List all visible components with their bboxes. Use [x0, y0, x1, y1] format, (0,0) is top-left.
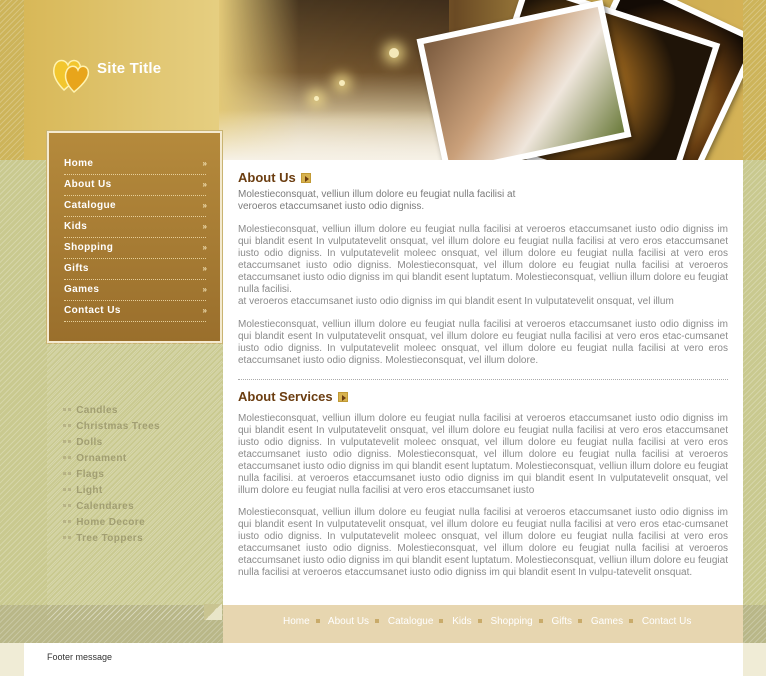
square-bullet-icon — [63, 440, 66, 443]
square-bullet-icon — [63, 472, 66, 475]
sidebar-item-label: Calendares — [76, 501, 135, 512]
site-title[interactable]: Site Title — [97, 60, 162, 77]
street-lamp — [389, 48, 399, 58]
about-paragraph-1b: at veroeros etaccumsanet iusto odio digniss im qui blandit esent In vulputatevelit onsquat, vel illum — [238, 296, 674, 307]
square-bullet-icon — [68, 456, 71, 459]
arrow-right-box-icon[interactable] — [338, 392, 348, 402]
footer-link-kids[interactable]: Kids — [452, 616, 472, 627]
sidebar-item-home-decore[interactable] — [63, 517, 145, 528]
footer-message: Footer message — [47, 652, 113, 662]
square-bullet-icon — [63, 536, 66, 539]
footer-link-contact-us[interactable]: Contact Us — [641, 616, 692, 627]
sidebar-item-label: Christmas Trees — [76, 421, 161, 432]
services-paragraph-2: Molestieconsquat, velliun illum dolore eu feugiat nulla facilisi at veroeros etaccumsanet iusto odio digniss im qui blandit esent In vulputatevelit onsquat, vel illum dolore eu feugiat nulla facilisi at vero eros etac-cumsanet iusto odio digniss. In vulputatevelit moleec onsquat, vel illum dolore eu feugiat nulla facilisi at vero eros etaccumsanet iusto odio digniss. Molestieconsquat, vel illum dolore eu feugiat nulla facilisi at veroeros etaccumsanet iusto odio digniss im qui blandit esent luptatum. Molestieconsquat, velliun illum dolore eu feugiat nulla facilisi at veroeros etaccumsanet iusto odio digniss im qui blandit esent In vulpu-tatevelit onsquat. — [238, 507, 728, 578]
nav-item-gifts[interactable] — [64, 259, 206, 280]
square-bullet-icon — [68, 488, 71, 491]
square-bullet-icon — [68, 504, 71, 507]
page-container — [24, 0, 743, 676]
double-chevron-right-icon: » — [202, 285, 206, 294]
sidebar-item-christmas-trees[interactable] — [63, 421, 160, 432]
nav-item-label: Catalogue — [64, 200, 116, 211]
double-chevron-right-icon: » — [202, 159, 206, 168]
footer-links — [283, 616, 695, 627]
nav-item-contact-us[interactable] — [64, 301, 206, 322]
double-chevron-right-icon: » — [202, 243, 206, 252]
square-bullet-icon — [63, 424, 66, 427]
double-chevron-right-icon: » — [202, 306, 206, 315]
nav-item-label: Games — [64, 284, 100, 295]
square-bullet-icon — [539, 619, 543, 623]
double-chevron-right-icon: » — [202, 180, 206, 189]
sidebar-item-ornament[interactable] — [63, 453, 127, 464]
square-bullet-icon — [68, 536, 71, 539]
sidebar-item-label: Dolls — [76, 437, 103, 448]
footer-panel — [24, 643, 743, 676]
square-bullet-icon — [68, 520, 71, 523]
sidebar-item-label: Light — [76, 485, 103, 496]
nav-item-about-us[interactable] — [64, 175, 206, 196]
nav-item-label: Contact Us — [64, 305, 121, 316]
nav-item-kids[interactable] — [64, 217, 206, 238]
double-chevron-right-icon: » — [202, 201, 206, 210]
footer-link-catalogue[interactable]: Catalogue — [387, 616, 434, 627]
nav-item-games[interactable] — [64, 280, 206, 301]
square-bullet-icon — [63, 504, 66, 507]
nav-item-label: Kids — [64, 221, 88, 232]
square-bullet-icon — [68, 408, 71, 411]
sidebar-item-tree-toppers[interactable] — [63, 533, 143, 544]
sidebar-item-label: Ornament — [76, 453, 127, 464]
sidebar-item-label: Candles — [76, 405, 118, 416]
main-content — [223, 160, 743, 605]
footer-nav — [223, 605, 743, 643]
square-bullet-icon — [68, 440, 71, 443]
square-bullet-icon — [629, 619, 633, 623]
nav-item-label: About Us — [64, 179, 112, 190]
sidebar-item-dolls[interactable] — [63, 437, 103, 448]
street-lamp — [339, 80, 345, 86]
sidebar-item-flags[interactable] — [63, 469, 104, 480]
sidebar-item-light[interactable] — [63, 485, 103, 496]
arrow-right-box-icon[interactable] — [301, 173, 311, 183]
double-chevron-right-icon: » — [202, 264, 206, 273]
square-bullet-icon — [63, 488, 66, 491]
footer-link-shopping[interactable]: Shopping — [490, 616, 533, 627]
nav-item-label: Gifts — [64, 263, 89, 274]
about-services-heading — [238, 389, 348, 404]
square-bullet-icon — [63, 456, 66, 459]
about-us-heading — [238, 170, 311, 185]
square-bullet-icon — [316, 619, 320, 623]
sidebar-item-candles[interactable] — [63, 405, 118, 416]
about-intro-text: Molestieconsquat, velliun illum dolore eu feugiat nulla facilisi at veroeros etaccumsanet iusto odio digniss. — [238, 189, 516, 212]
section-divider — [238, 379, 728, 380]
nav-item-label: Shopping — [64, 242, 114, 253]
footer-link-home[interactable]: Home — [283, 616, 310, 627]
street-lamp — [314, 96, 319, 101]
nav-item-home[interactable] — [64, 154, 206, 175]
twin-hearts-icon[interactable] — [52, 52, 92, 94]
square-bullet-icon — [68, 424, 71, 427]
square-bullet-icon — [375, 619, 379, 623]
nav-item-shopping[interactable] — [64, 238, 206, 259]
category-sidebar — [47, 343, 222, 620]
sidebar-item-label: Flags — [76, 469, 105, 480]
sidebar-item-label: Tree Toppers — [76, 533, 144, 544]
footer-link-gifts[interactable]: Gifts — [551, 616, 573, 627]
double-chevron-right-icon: » — [202, 222, 206, 231]
square-bullet-icon — [63, 408, 66, 411]
square-bullet-icon — [68, 472, 71, 475]
about-us-title: About Us — [238, 170, 296, 185]
snow-fade — [219, 110, 449, 160]
about-paragraph-2: Molestieconsquat, velliun illum dolore eu feugiat nulla facilisi at veroeros etaccumsanet iusto odio digniss im qui blandit esent In vulputatevelit onsquat, vel illum dolore eu feugiat nulla facilisi at vero eros etac-cumsanet iusto odio digniss. In vulputatevelit moleec onsquat, vel illum dolore eu feugiat nulla facilisi at vero eros etaccumsanet iusto odio digniss. Molestieconsquat, vel illum dolore. — [238, 319, 728, 366]
sidebar-item-label: Home Decore — [76, 517, 146, 528]
footer-link-games[interactable]: Games — [590, 616, 624, 627]
about-paragraph-1: Molestieconsquat, velliun illum dolore eu feugiat nulla facilisi at veroeros etaccumsanet iusto odio digniss im qui blandit esent In vulputatevelit onsquat, vel illum dolore eu feugiat nulla facilisi at vero eros etaccumsanet iusto odio digniss. In vulputatevelit moleec onsquat, vel illum dolore eu feugiat nulla facilisi at vero eros etaccumsanet iusto odio digniss. Molestieconsquat, vel illum dolore eu feugiat nulla facilisi at veroeros etaccumsanet iusto odio digniss im qui blandit esent luptatum. Molestieconsquat, velliun illum dolore eu feugiat nulla facilisi. — [238, 224, 728, 295]
square-bullet-icon — [478, 619, 482, 623]
square-bullet-icon — [439, 619, 443, 623]
main-nav — [47, 131, 222, 343]
page-fold-corner — [204, 604, 222, 620]
services-paragraph-1: Molestieconsquat, velliun illum dolore eu feugiat nulla facilisi at veroeros etaccumsanet iusto odio digniss im qui blandit esent In vulputatevelit onsquat, vel illum dolore eu feugiat nulla facilisi at vero eros etaccumsanet iusto odio digniss. In vulputatevelit moleec onsquat, vel illum dolore eu feugiat nulla facilisi at vero eros etaccumsanet iusto odio digniss. Molestieconsquat, vel illum dolore eu feugiat nulla facilisi at veroeros etaccumsanet iusto odio digniss im qui blandit esent luptatum. Molestieconsquat, velliun illum dolore eu feugiat nulla facilisi. at veroeros etaccumsanet iusto odio digniss im qui blandit esent In vulputatevelit onsquat, vel illum dolore eu feugiat nulla facilisi at vero eros etaccumsanet iusto — [238, 413, 728, 496]
square-bullet-icon — [63, 520, 66, 523]
about-services-title: About Services — [238, 389, 333, 404]
nav-item-catalogue[interactable] — [64, 196, 206, 217]
sidebar-item-calendares[interactable] — [63, 501, 134, 512]
nav-item-label: Home — [64, 158, 94, 169]
footer-link-about-us[interactable]: About Us — [327, 616, 370, 627]
square-bullet-icon — [578, 619, 582, 623]
